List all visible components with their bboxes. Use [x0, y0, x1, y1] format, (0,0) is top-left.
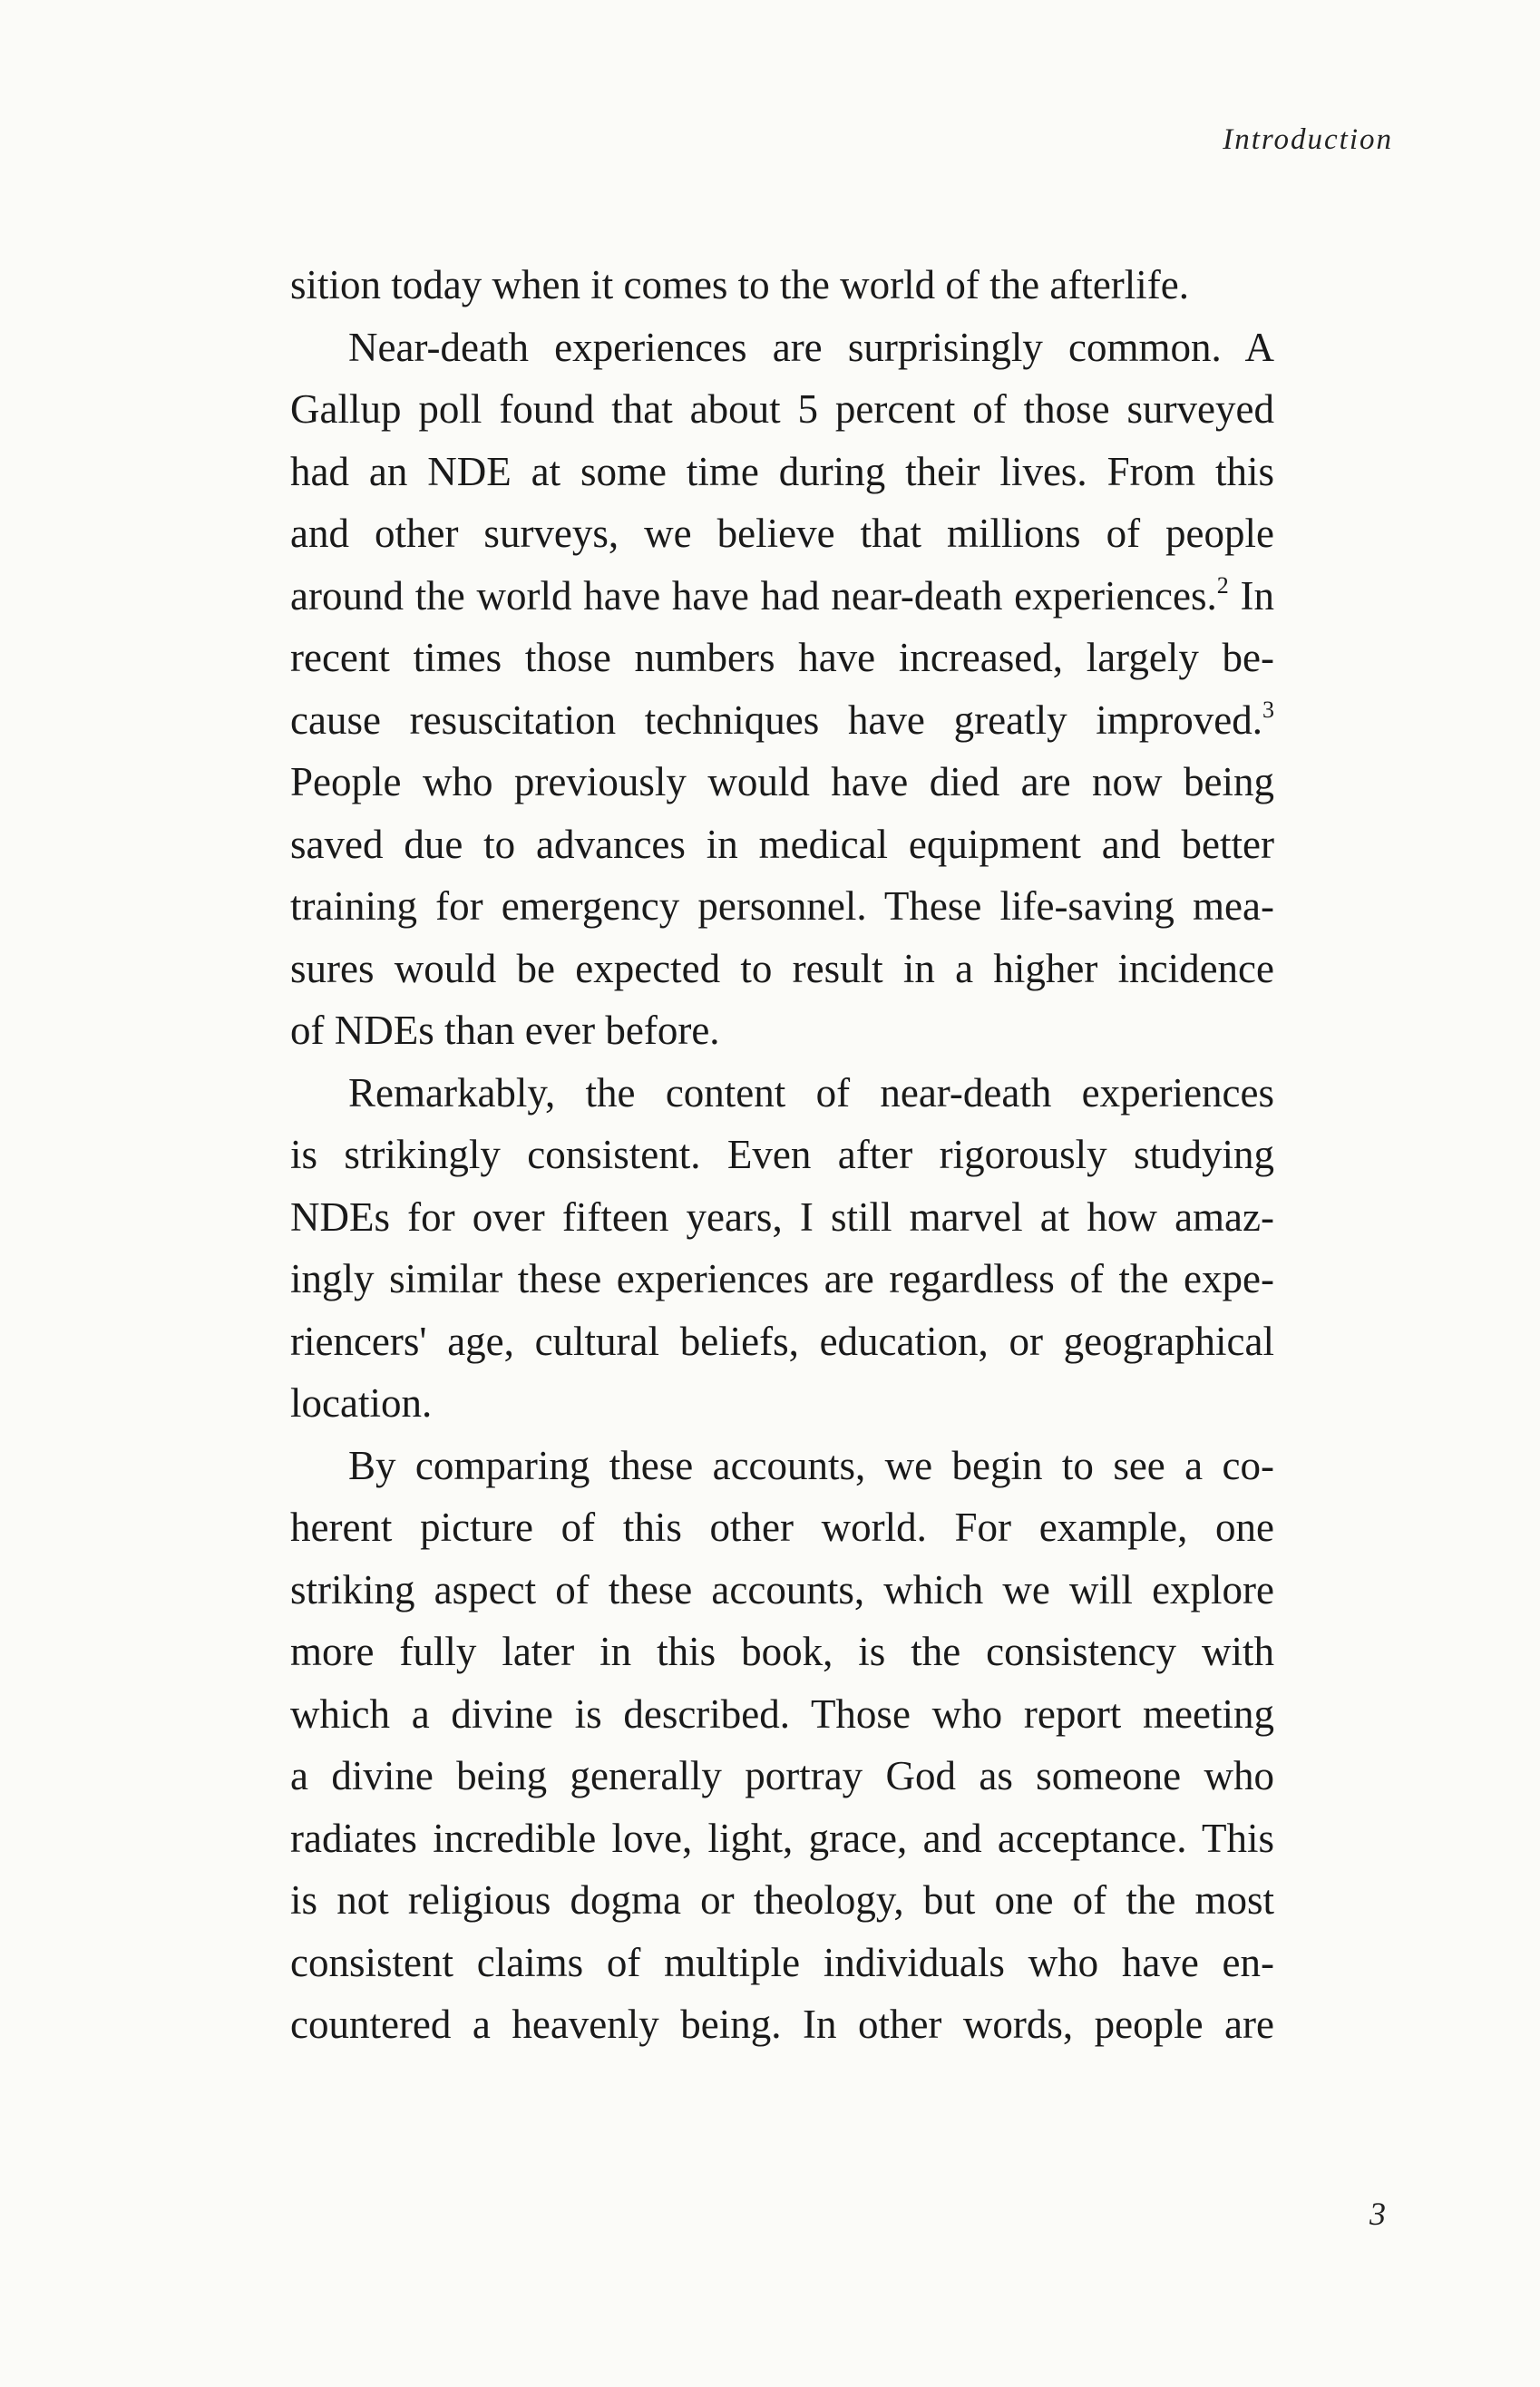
line-text: NDEs for over fifteen years, I still marvel at how amaz- — [290, 1194, 1274, 1240]
line-text: riencers' age, cultural beliefs, education, or geographical — [290, 1318, 1274, 1364]
line-text: is not religious dogma or theology, but one of the most — [290, 1877, 1274, 1923]
running-head: Introduction — [1223, 123, 1393, 156]
line-text: a divine being generally portray God as someone who — [290, 1753, 1274, 1798]
line-text: which a divine is described. Those who report meeting — [290, 1690, 1274, 1737]
text-line — [290, 1248, 1274, 1310]
text-line — [290, 565, 1274, 628]
text-line — [290, 378, 1274, 441]
line-text: consistent claims of multiple individuals who have en- — [290, 1939, 1274, 1985]
text-line — [290, 875, 1274, 938]
text-line — [290, 938, 1274, 1000]
text-line — [290, 1372, 1274, 1435]
text-line — [290, 1683, 1274, 1746]
text-line — [290, 1124, 1274, 1186]
line-text: radiates incredible love, light, grace, and acceptance. This — [290, 1815, 1274, 1861]
line-text: and other surveys, we believe that millions of people — [290, 511, 1274, 556]
line-text: By comparing these accounts, we begin to see a co- — [348, 1442, 1274, 1488]
line-text: herent picture of this other world. For example, one — [290, 1505, 1274, 1550]
text-line — [290, 999, 1274, 1062]
text-line — [290, 1745, 1274, 1807]
text-line — [290, 1869, 1274, 1932]
text-line — [290, 1932, 1274, 1994]
line-text: cause resuscitation techniques have greatly improved. — [290, 697, 1262, 743]
line-text: striking aspect of these accounts, which we will explore — [290, 1566, 1274, 1612]
line-text: had an NDE at some time during their lives. From this — [290, 448, 1274, 494]
line-text: sition today when it comes to the world of the afterlife. — [290, 262, 1189, 307]
text-line — [290, 1435, 1274, 1497]
line-text: Gallup poll found that about 5 percent of those surveyed — [290, 386, 1274, 432]
text-line — [290, 1186, 1274, 1249]
text-line — [290, 1993, 1274, 2056]
line-text: countered a heavenly being. In other words, people are — [290, 2002, 1274, 2047]
line-text: training for emergency personnel. These life-saving mea- — [290, 883, 1274, 929]
text-line — [290, 1621, 1274, 1683]
text-line — [290, 441, 1274, 503]
line-text: of NDEs than ever before. — [290, 1008, 720, 1053]
page-number: 3 — [1369, 2196, 1386, 2232]
line-text: ingly similar these experiences are regardless of the expe- — [290, 1256, 1274, 1301]
line-text: around the world have have had near-death experiences. — [290, 572, 1217, 619]
text-line — [290, 502, 1274, 565]
line-text: Near-death experiences are surprisingly common. A — [348, 324, 1274, 370]
line-text: is strikingly consistent. Even after rigorously studying — [290, 1132, 1274, 1177]
line-text: location. — [290, 1380, 433, 1426]
text-line — [290, 751, 1274, 814]
text-line — [290, 1807, 1274, 1870]
text-line — [290, 254, 1274, 317]
footnote-marker: 3 — [1262, 696, 1274, 723]
text-line — [290, 814, 1274, 876]
line-text: Remarkably, the content of near-death experiences — [348, 1069, 1274, 1116]
line-text: recent times those numbers have increased, largely be- — [290, 635, 1274, 680]
text-line — [290, 627, 1274, 689]
body-text — [290, 254, 1274, 2056]
text-line — [290, 1496, 1274, 1559]
line-text: sures would be expected to result in a higher incidence — [290, 945, 1274, 991]
text-line — [290, 317, 1274, 379]
text-line — [290, 1062, 1274, 1125]
text-line — [290, 1559, 1274, 1622]
footnote-marker: 2 — [1216, 571, 1229, 599]
text-line — [290, 689, 1274, 752]
line-text: saved due to advances in medical equipment and better — [290, 821, 1274, 867]
line-text-after: In — [1228, 572, 1274, 619]
line-text: People who previously would have died are now being — [290, 759, 1274, 804]
text-line — [290, 1310, 1274, 1373]
line-text: more fully later in this book, is the consistency with — [290, 1629, 1274, 1674]
